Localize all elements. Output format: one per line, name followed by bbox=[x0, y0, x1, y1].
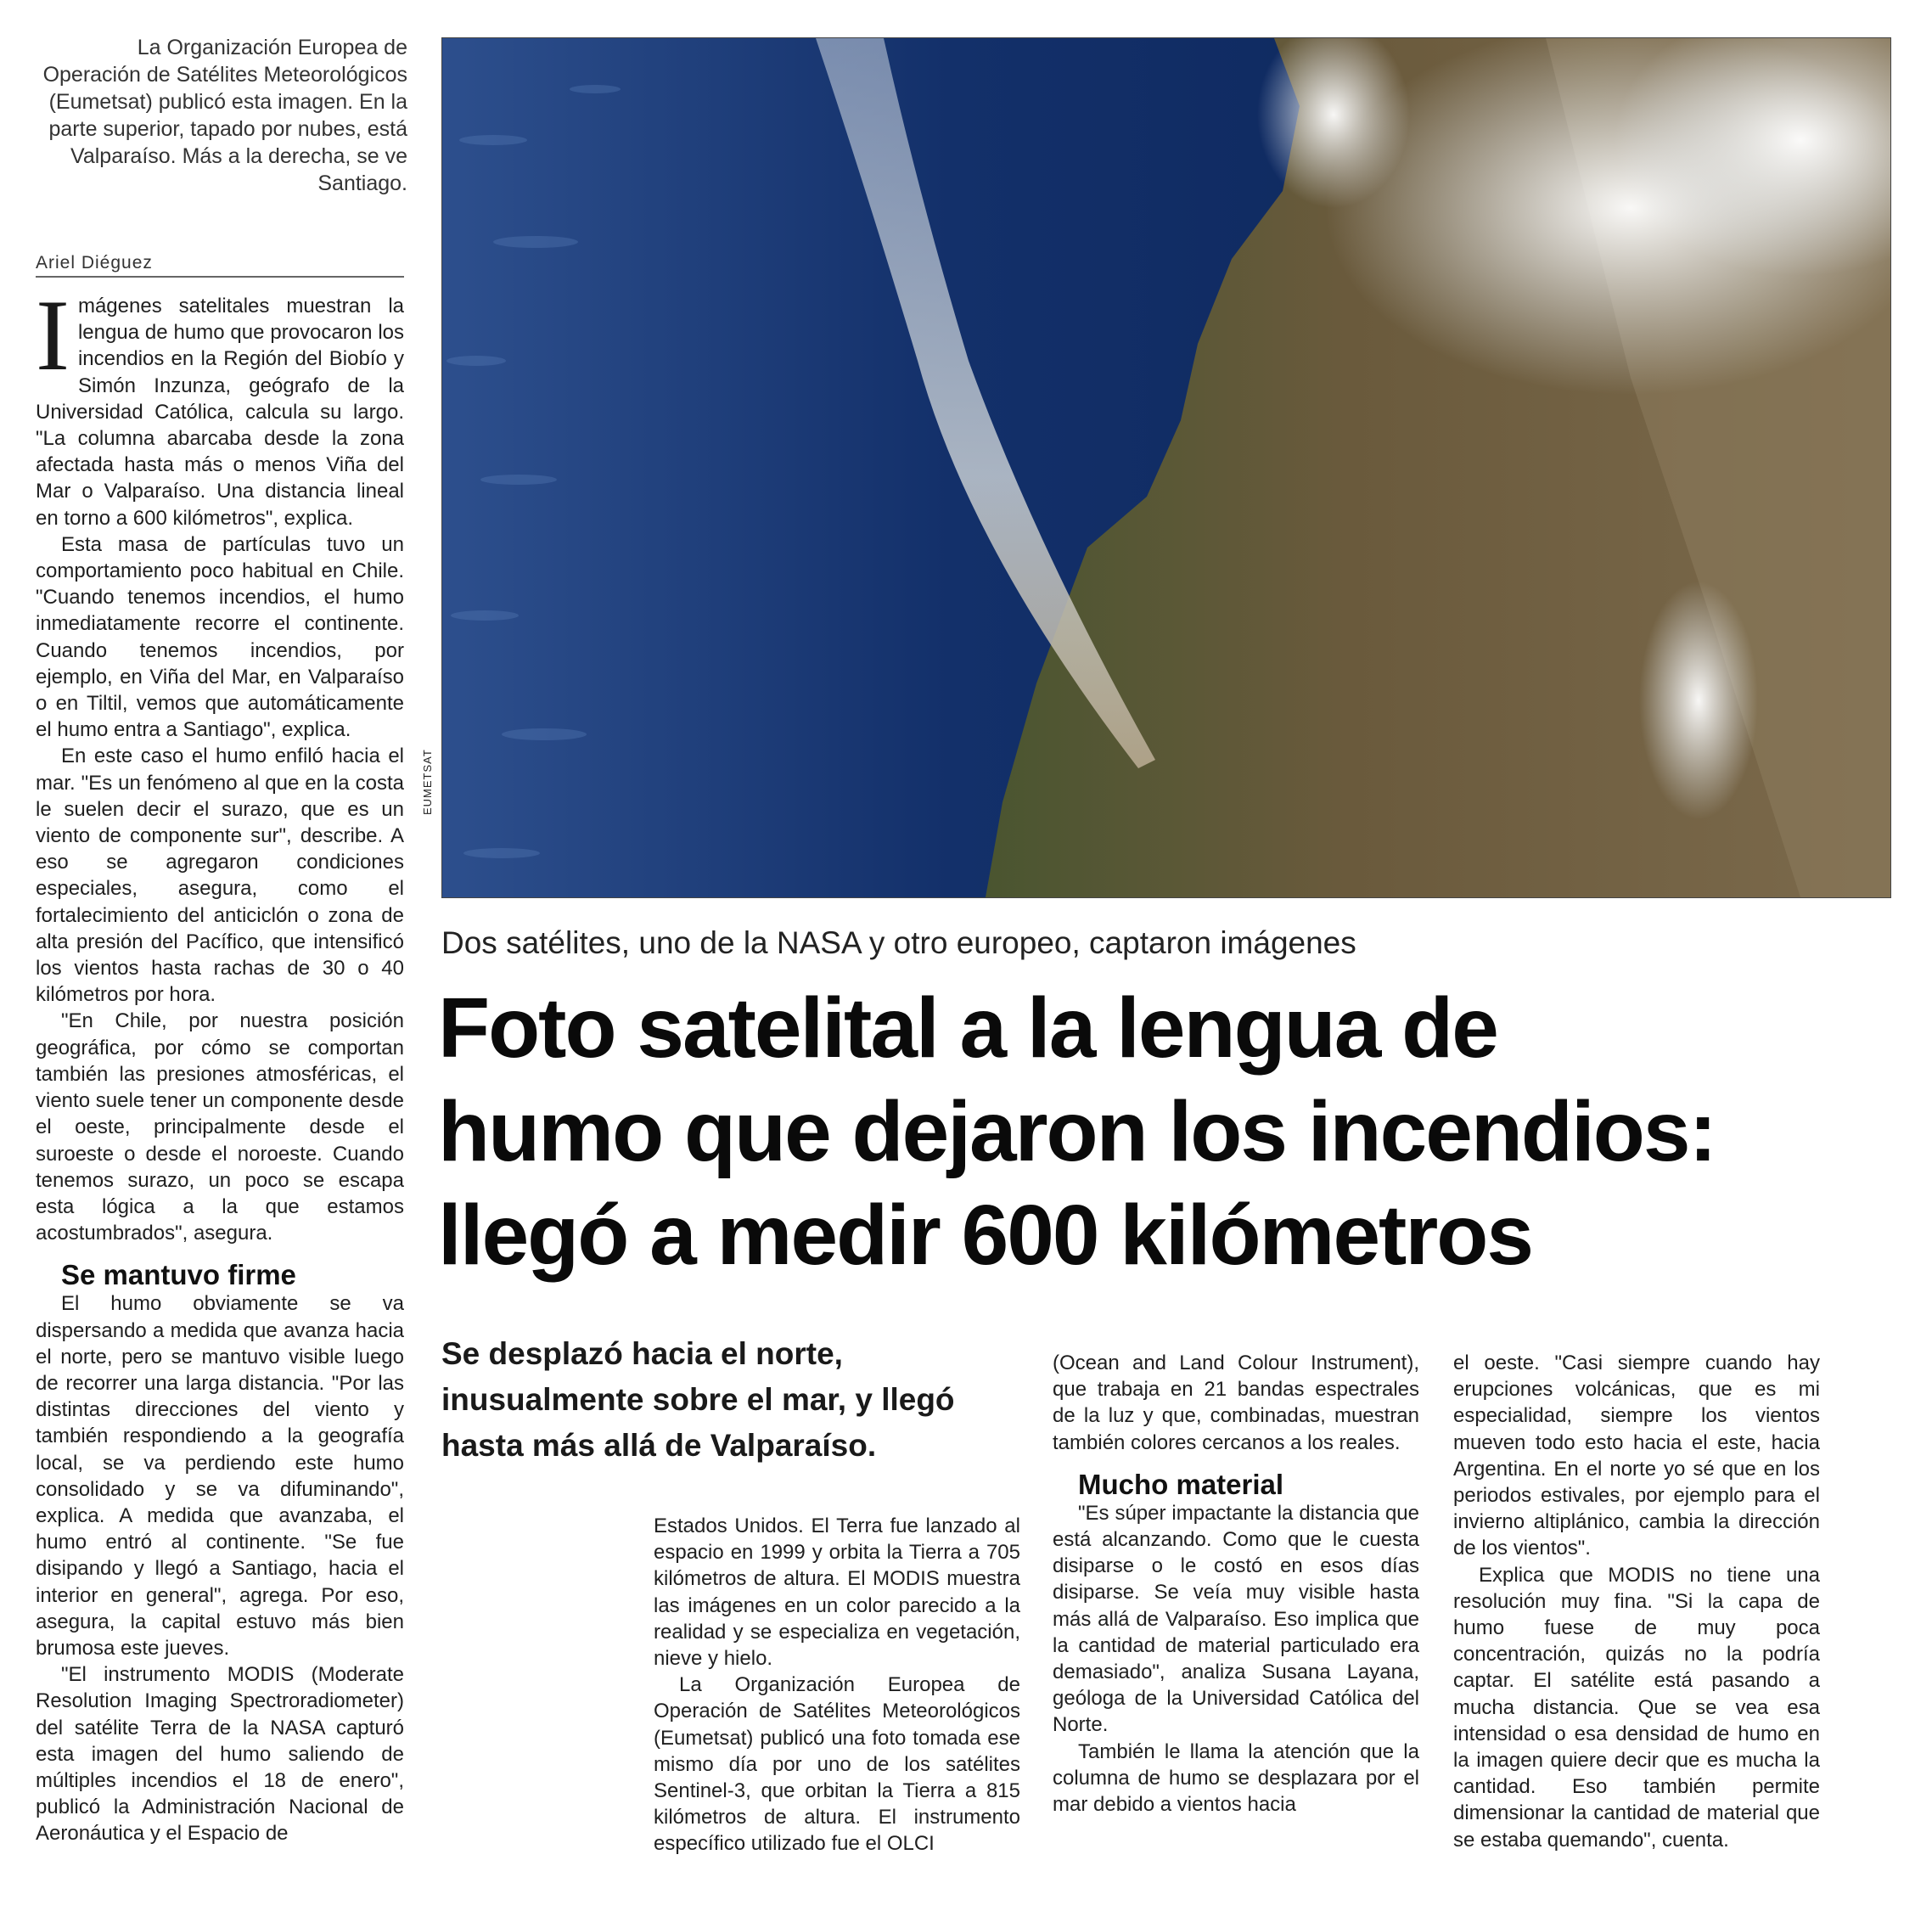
article-paragraph: Esta masa de partículas tuvo un comportamiento poco habitual en Chile. "Cuando tenemos incendios, el humo inmediatamente recorre el continente. Cuando tenemos incendios, por ejemplo, en Viña del Mar, en Valparaíso o en Tiltil, vemos que automáticamente el humo entra a Santiago", explica. bbox=[36, 532, 404, 742]
satellite-image bbox=[442, 38, 1890, 897]
article-column-2 bbox=[654, 1513, 1020, 1857]
article-column-1 bbox=[36, 278, 404, 1847]
article-paragraph: "El instrumento MODIS (Moderate Resolution Imaging Spectroradiometer) del satélite Terra de la NASA capturó esta imagen del humo saliendo de múltiples incendios el 18 de enero", publicó la Administración Nacional de Aeronáutica y el Espacio de bbox=[36, 1663, 404, 1846]
drop-cap: I bbox=[36, 278, 70, 391]
article-paragraph: Explica que MODIS no tiene una resolución muy fina. "Si la capa de humo fuese de muy poca concentración, quizás no la podría captar. El satélite está pasando a mucha distancia. Que se vea esa intensidad o esa densidad de humo en la imagen quiere decir que es mucha la cantidad. Eso también permite dimensionar la cantidad de material que se estaba quemando", cuenta. bbox=[1453, 1563, 1820, 1852]
article-paragraph: Estados Unidos. El Terra fue lanzado al espacio en 1999 y orbita la Tierra a 705 kilómetros de altura. El MODIS muestra las imágenes en un color parecido a la realidad y se especializa en vegetación, nieve y hielo. bbox=[654, 1515, 1020, 1671]
article-paragraph: La Organización Europea de Operación de Satélites Meteorológicos (Eumetsat) publicó una foto tomada ese mismo día por uno de los satélites Sentinel-3, que orbitan la Tierra a 815 kilómetros de altura. El instrumento específico utilizado fue el OLCI bbox=[654, 1673, 1020, 1856]
paragraph-text: mágenes satelitales muestran la lengua de humo que provocaron los incendios en la Región del Biobío y Simón Inzunza, geógrafo de la Universidad Católica, calcula su largo. "La columna abarcaba desde la zona afectada hasta más o menos Viña del Mar o Valparaíso. Una distancia lineal en torno a 600 kilómetros", explica. bbox=[36, 295, 404, 530]
article-paragraph: También le llama la atención que la columna de humo se desplazara por el mar debido a vientos hacia bbox=[1053, 1739, 1419, 1817]
article-paragraph: "Es súper impactante la distancia que está alcanzando. Como que le cuesta disiparse o le costó en esos días disiparse. Se veía muy visible hasta más allá de Valparaíso. Eso implica que la cantidad de material particulado era demasiado", analiza Susana Layana, geóloga de la Universidad Católica del Norte. bbox=[1053, 1501, 1419, 1737]
article-column-4 bbox=[1453, 1350, 1820, 1853]
byline: Ariel Diéguez bbox=[36, 253, 404, 278]
article-column-3 bbox=[1053, 1350, 1419, 1818]
deck: Se desplazó hacia el norte, inusualmente sobre el mar, y llegó hasta más allá de Valparaíso. bbox=[441, 1336, 955, 1463]
headline bbox=[438, 976, 1898, 1287]
article-paragraph: "En Chile, por nuestra posición geográfica, por cómo se comportan también las presiones atmosféricas, el viento suele tener un componente desde el oeste, principalmente desde el suroeste o desde el noroeste. Cuando tenemos surazo, un poco se escapa esta lógica a la que estamos acostumbrados", asegura. bbox=[36, 1009, 404, 1245]
headline-line: llegó a medir 600 kilómetros bbox=[438, 1188, 1532, 1283]
article-paragraph bbox=[36, 278, 404, 531]
subheading: Mucho material bbox=[1078, 1468, 1284, 1500]
article-paragraph: El humo obviamente se va dispersando a medida que avanza hacia el norte, pero se mantuvo visible luego de recorrer una larga distancia. "Por las distintas direcciones del viento y también respondiendo a la geografía local, se va perdiendo este humo consolidado y se va difuminando", explica. A medida que avanzaba, el humo entró al continente. "Se fue disipando y llegó a Santiago, hacia el interior en general", agrega. Por eso, asegura, la capital estuvo más bien brumosa este jueves. bbox=[36, 1292, 404, 1660]
subheading: Se mantuvo firme bbox=[61, 1259, 296, 1291]
photo-caption: La Organización Europea de Operación de Satélites Meteorológicos (Eumetsat) publicó esta imagen. En la parte superior, tapado por nubes, está Valparaíso. Más a la derecha, se ve Santiago. bbox=[42, 36, 407, 195]
kicker: Dos satélites, uno de la NASA y otro europeo, captaron imágenes bbox=[441, 925, 1356, 960]
headline-line: humo que dejaron los incendios: bbox=[438, 1084, 1716, 1179]
satellite-photo bbox=[441, 37, 1891, 898]
photo-credit: EUMETSAT bbox=[421, 749, 434, 815]
headline-line: Foto satelital a la lengua de bbox=[438, 981, 1497, 1076]
article-paragraph: (Ocean and Land Colour Instrument), que trabaja en 21 bandas espectrales de la luz y que, combinadas, muestran también colores cercanos a los reales. bbox=[1053, 1352, 1419, 1454]
article-paragraph: En este caso el humo enfiló hacia el mar. "Es un fenómeno al que en la costa le suelen decir el surazo, que es un viento de componente sur", describe. A eso se agregaron condiciones especiales, asegura, como el fortalecimiento del anticiclón o zona de alta presión del Pacífico, que intensificó los vientos hasta rachas de 30 o 40 kilómetros por hora. bbox=[36, 745, 404, 1007]
article-paragraph: el oeste. "Casi siempre cuando hay erupciones volcánicas, que es mi especialidad, siempre los vientos mueven todo esto hacia el este, hacia Argentina. En el norte yo sé que en los periodos estivales, por ejemplo para el invierno altiplánico, cambia la dirección de los vientos". bbox=[1453, 1352, 1820, 1560]
